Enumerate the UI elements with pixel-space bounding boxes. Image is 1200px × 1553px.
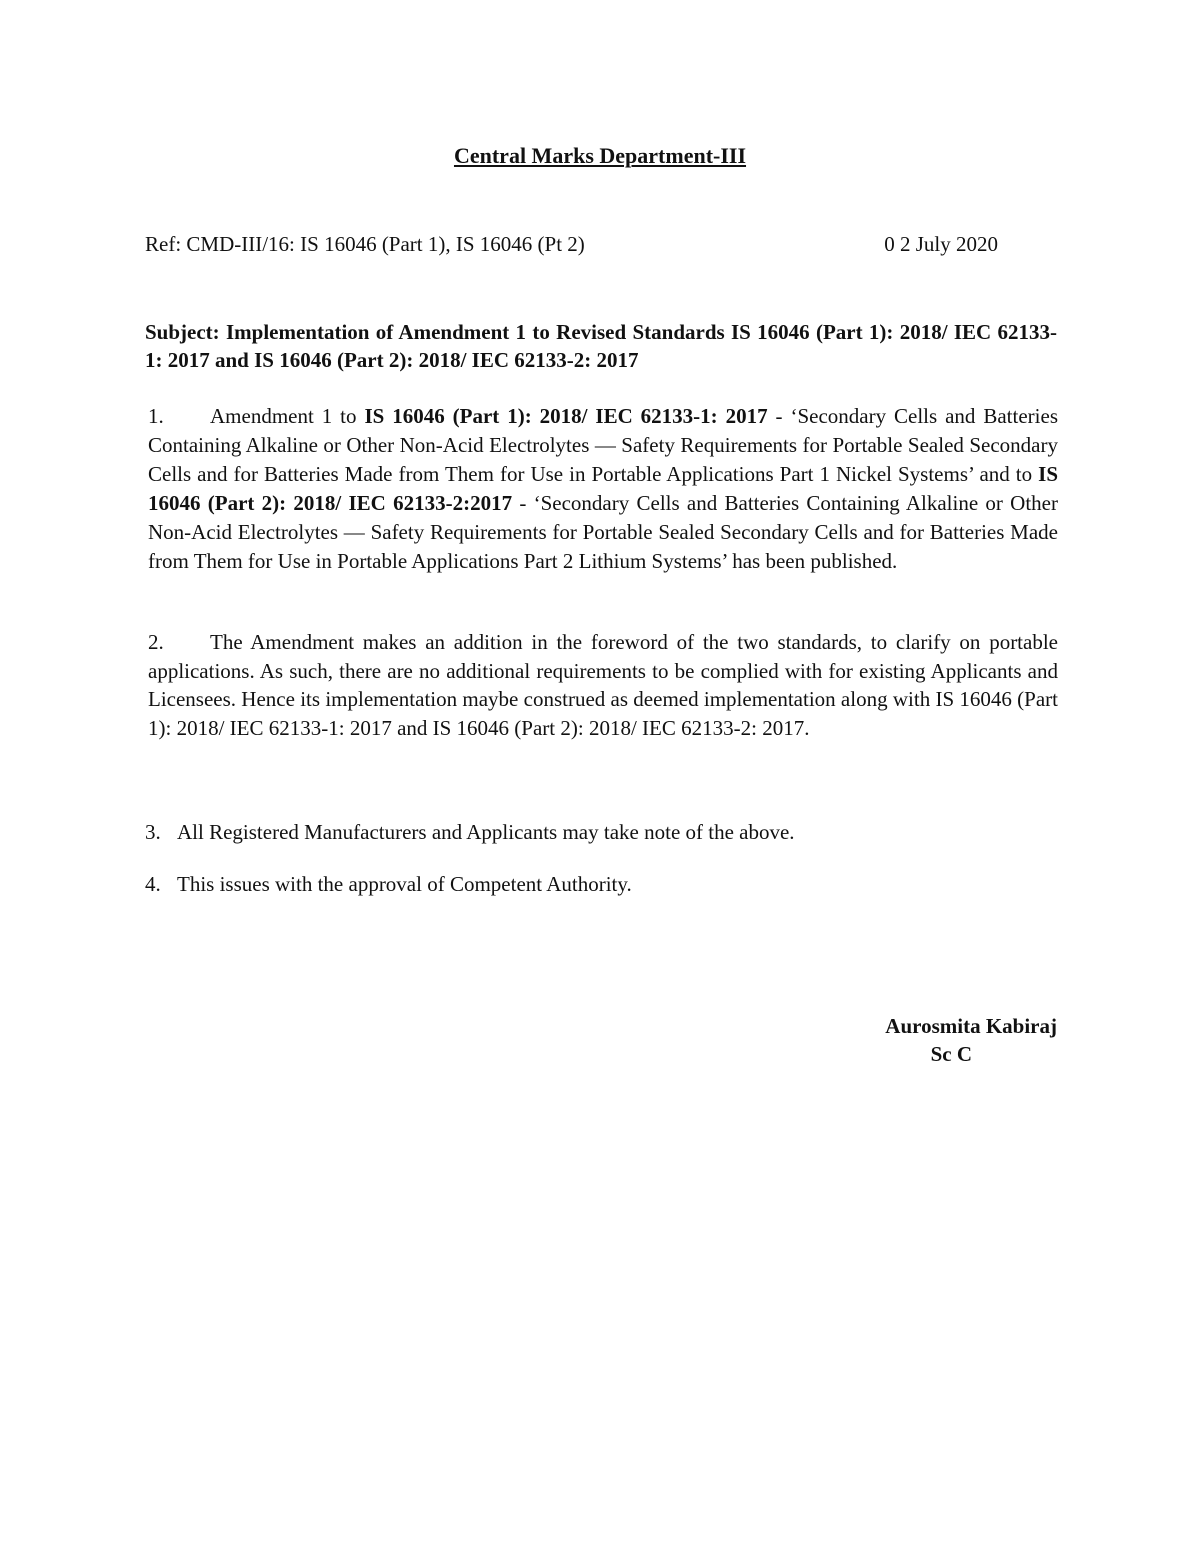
reference-line: [145, 232, 1000, 262]
list-item: [145, 872, 1055, 897]
paragraph-text: The Amendment makes an addition in the foreword of the two standards, to clarify on portable applications. As such, there are no additional requirements to be complied with for existing Applicants and Licensees. Hence its implementation maybe construed as deemed implementation along with IS 16046 (Part 1): 2018/ IEC 62133-1: 2017 and IS 16046 (Part 2): 2018/ IEC 62133-2: 2017.: [148, 630, 1058, 740]
item-number: 3.: [145, 820, 161, 844]
list-item: [145, 820, 1055, 845]
paragraph-1: [148, 402, 1058, 576]
paragraph-2: [148, 628, 1058, 742]
signatory-designation: Sc C: [930, 1042, 972, 1066]
paragraph-text: - ‘Secondary Cells and Batteries Containing Alkaline or Other Non-Acid Electrolytes — Safety Requirements for Portable Sealed Secondary Cells and for Batteries Made from Them for Use in Portable Applications Part 2 Lithium Systems’ has been published.: [148, 491, 1058, 573]
signatory-name: Aurosmita Kabiraj: [885, 1014, 1057, 1038]
paragraph-number: 1.: [148, 404, 164, 428]
document-date: 0 2 July 2020: [884, 232, 998, 256]
paragraph-text: - ‘Secondary Cells and Batteries Containing Alkaline or Other Non-Acid Electrolytes — Safety Requirements for Portable Sealed Secondary Cells and for Batteries Made from Them for Use in Portable Applications Part 1 Nickel Systems’ and to: [148, 404, 1058, 486]
item-text: This issues with the approval of Competent Authority.: [177, 872, 632, 896]
standard-reference: IS 16046 (Part 2): 2018/ IEC 62133-2:2017: [148, 462, 1058, 515]
standard-reference: IS 16046 (Part 1): 2018/ IEC 62133-1: 2017: [364, 404, 768, 428]
document-heading: Central Marks Department-III: [453, 143, 747, 168]
item-text: All Registered Manufacturers and Applicants may take note of the above.: [177, 820, 795, 844]
subject-line: Subject: Implementation of Amendment 1 to Revised Standards IS 16046 (Part 1): 2018/ IEC 62133-1: 2017 and IS 16046 (Part 2): 2018/ IEC 62133-2: 2017: [145, 320, 1057, 372]
reference-number: Ref: CMD-III/16: IS 16046 (Part 1), IS 16046 (Pt 2): [145, 232, 585, 256]
paragraph-number: 2.: [148, 630, 164, 654]
signature-block: [820, 1012, 1060, 1068]
paragraph-text: Amendment 1 to: [210, 404, 365, 428]
item-number: 4.: [145, 872, 161, 896]
